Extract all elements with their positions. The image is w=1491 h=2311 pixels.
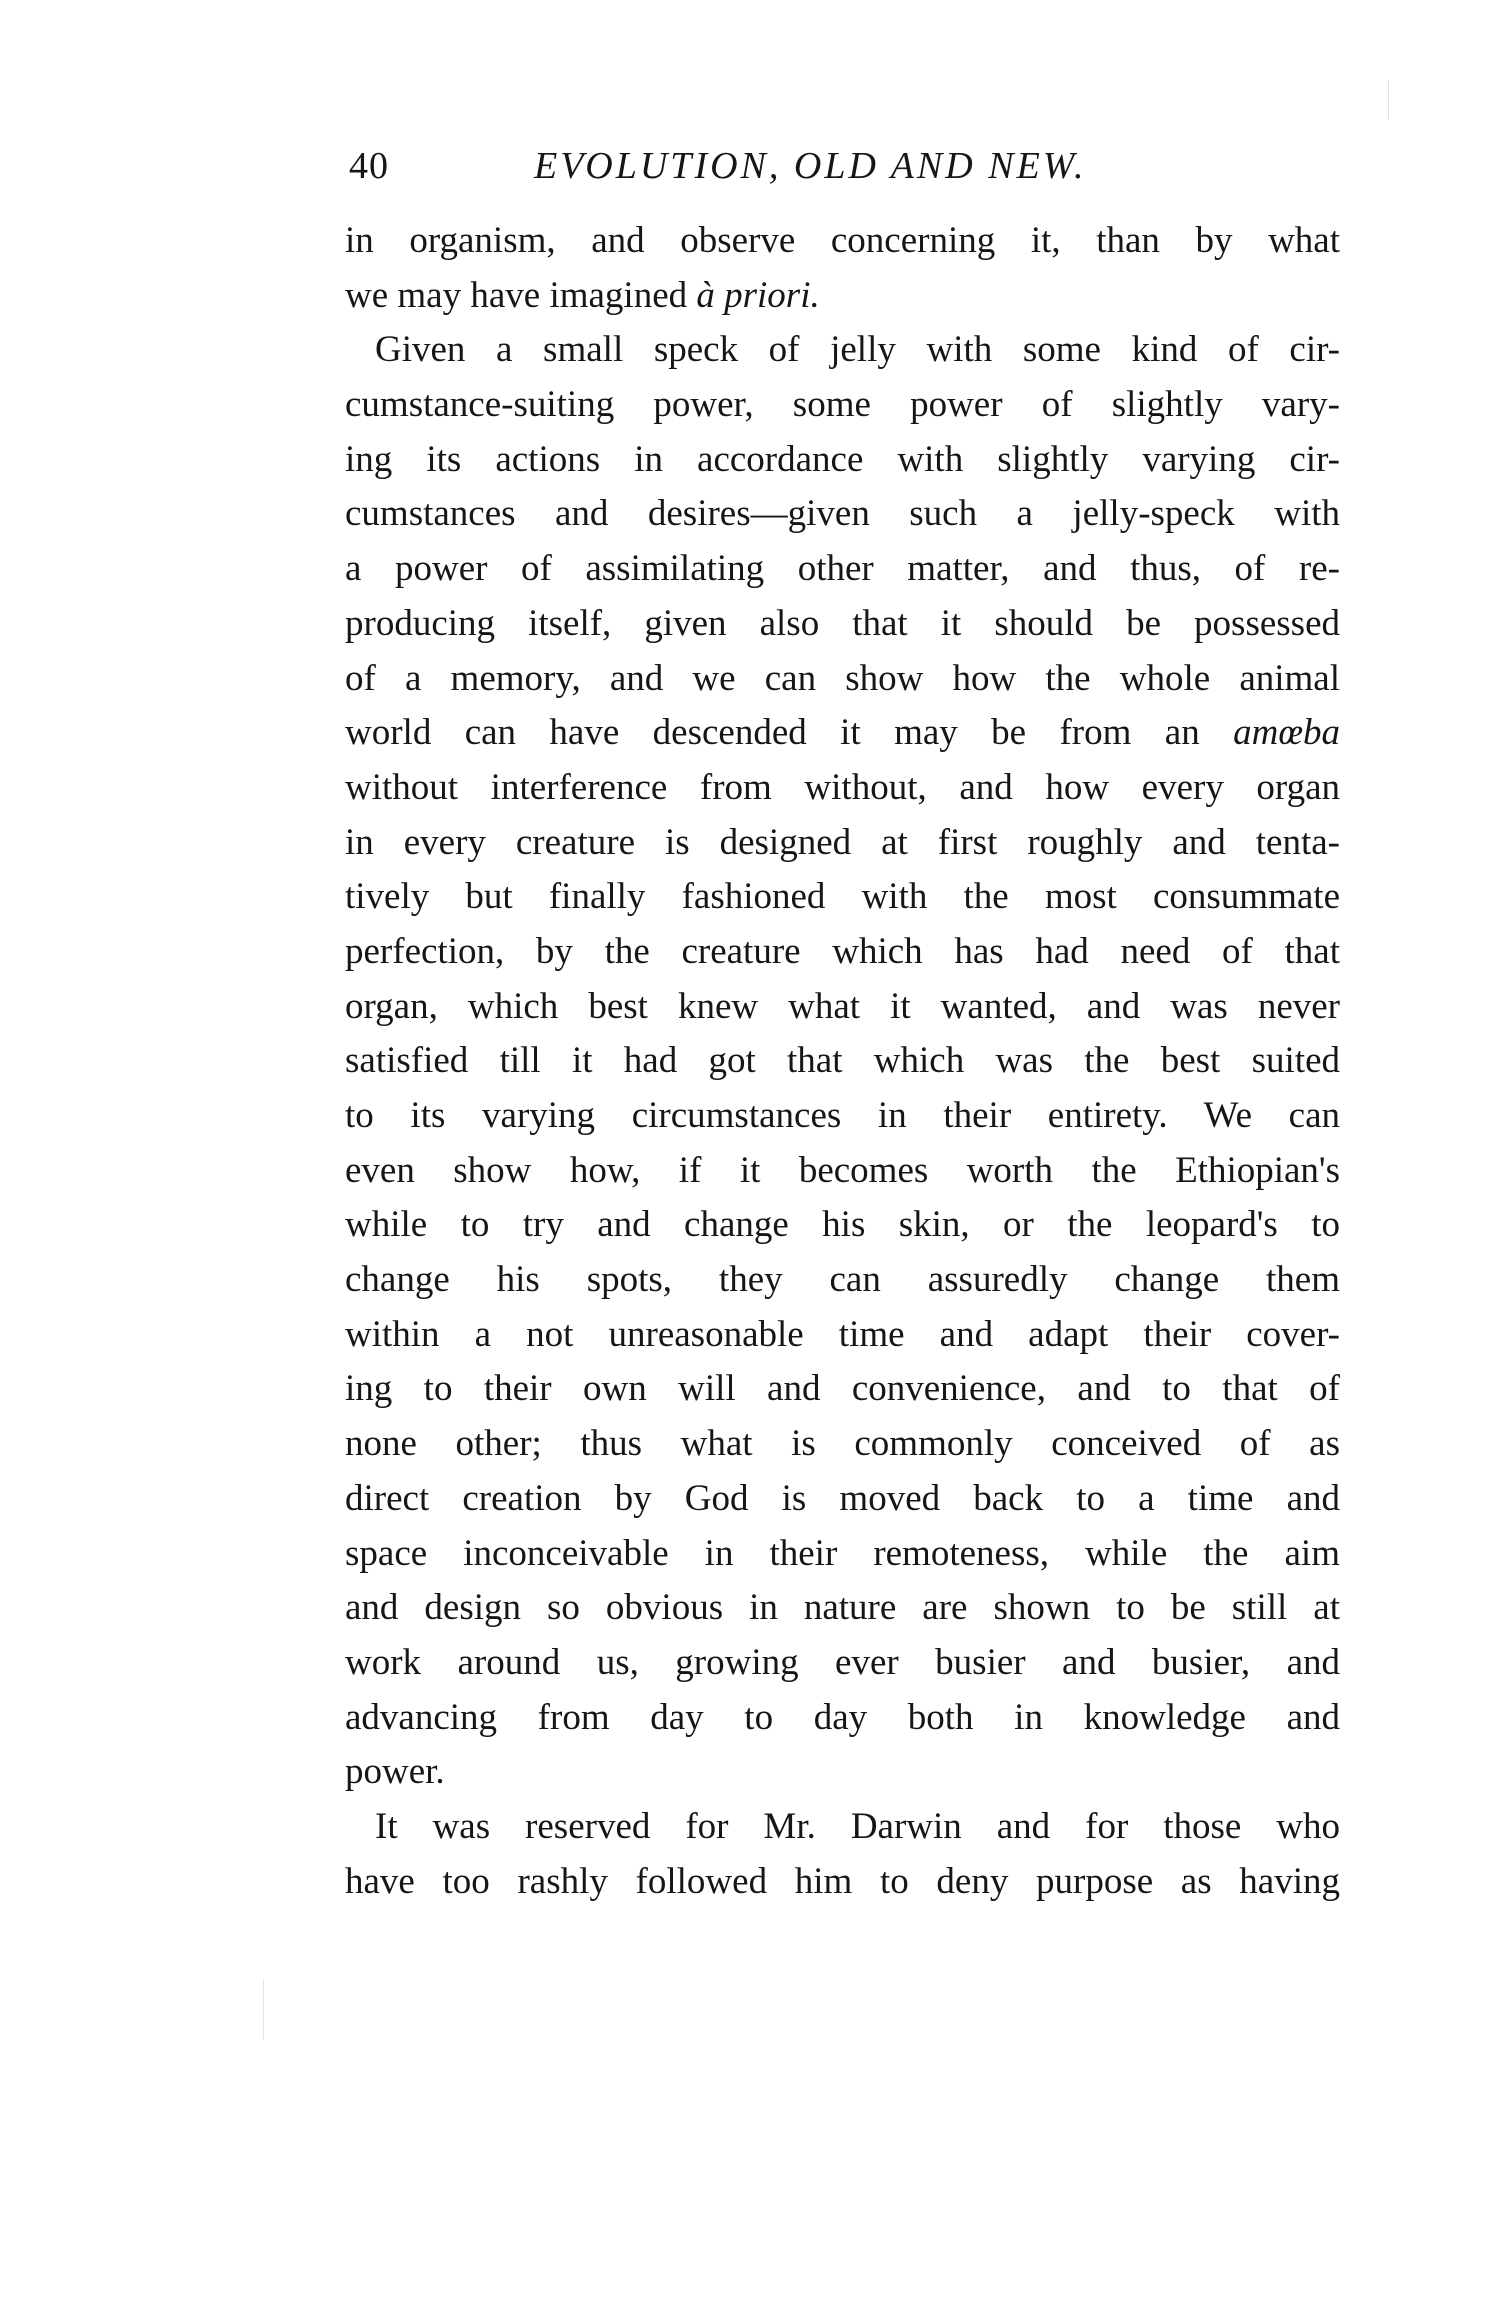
- text-line: a power of assimilating other matter, and thus, of re-: [345, 548, 1340, 590]
- text-line: ing to their own will and convenience, and to that of: [345, 1368, 1340, 1410]
- text-line: power.: [345, 1751, 445, 1793]
- paragraph-start-line: Given a small speck of jelly with some kind of cir-: [375, 329, 1340, 371]
- scan-mark: [263, 1980, 264, 2040]
- text-line: and design so obvious in nature are shown to be still at: [345, 1587, 1340, 1629]
- running-title: EVOLUTION, OLD AND NEW.: [534, 145, 1087, 187]
- text-line: satisfied till it had got that which was the best suited: [345, 1040, 1340, 1082]
- text-line: change his spots, they can assuredly change them: [345, 1259, 1340, 1301]
- text-line: while to try and change his skin, or the leopard's to: [345, 1204, 1340, 1246]
- text-line: advancing from day to day both in knowledge and: [345, 1696, 1340, 1738]
- text-line: cumstances and desires—given such a jelly-speck with: [345, 493, 1340, 535]
- text-line: work around us, growing ever busier and busier, and: [345, 1641, 1340, 1683]
- text-line: to its varying circumstances in their entirety. We can: [345, 1095, 1340, 1136]
- text-line-segment: world can have descended it may be from an: [345, 712, 1234, 754]
- text-line: even show how, if it becomes worth the Ethiopian's: [345, 1149, 1340, 1191]
- italic-phrase: à priori.: [696, 274, 820, 316]
- text-line: space inconceivable in their remoteness, while the aim: [345, 1532, 1340, 1574]
- text-line: [345, 269, 1340, 324]
- page-number: 40: [349, 145, 389, 187]
- text-line: of a memory, and we can show how the whole animal: [345, 657, 1340, 699]
- paragraph-start-line: It was reserved for Mr. Darwin and for those who: [375, 1805, 1340, 1847]
- text-line: without interference from without, and how every organ: [345, 766, 1340, 808]
- text-line: perfection, by the creature which has had need of that: [345, 930, 1340, 972]
- text-line: in organism, and observe concerning it, than by what: [345, 220, 1340, 261]
- italic-word: amœba: [1233, 712, 1340, 754]
- text-line: within a not unreasonable time and adapt their cover-: [345, 1313, 1340, 1355]
- text-line: tively but finally fashioned with the most consummate: [345, 876, 1340, 918]
- text-line: in every creature is designed at first roughly and tenta-: [345, 821, 1340, 863]
- running-head: [349, 136, 1339, 196]
- scan-mark: [1388, 80, 1389, 120]
- text-line: none other; thus what is commonly conceived of as: [345, 1423, 1340, 1465]
- body-text: [345, 214, 1340, 1909]
- text-line: direct creation by God is moved back to a time and: [345, 1477, 1340, 1519]
- text-line: ing its actions in accordance with slightly varying cir-: [345, 438, 1340, 480]
- text-line: organ, which best knew what it wanted, and was never: [345, 985, 1340, 1027]
- text-line: producing itself, given also that it should be possessed: [345, 602, 1340, 644]
- text-line: [345, 706, 1340, 761]
- text-line: cumstance-suiting power, some power of slightly vary-: [345, 384, 1340, 426]
- text-line-segment: we may have imagined: [345, 274, 697, 316]
- text-line: have too rashly followed him to deny purpose as having: [345, 1860, 1340, 1902]
